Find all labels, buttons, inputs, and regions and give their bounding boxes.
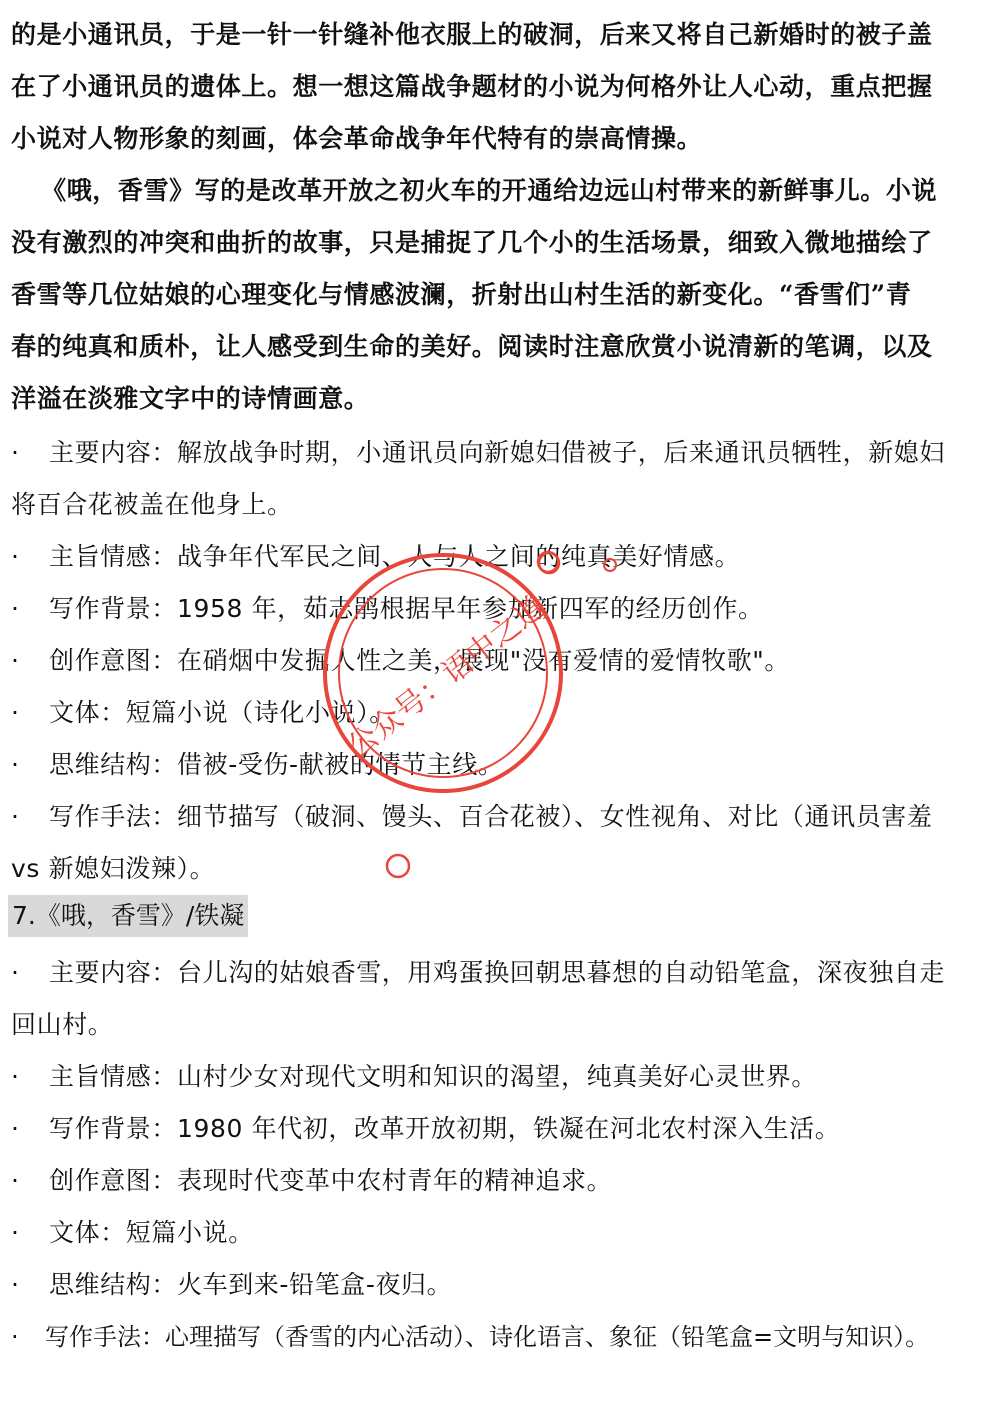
- list-item-continued: 回山村。: [11, 1010, 114, 1039]
- bullet-icon: ·: [11, 802, 20, 831]
- list-item: · 创作意图：表现时代变革中农村青年的精神追求。: [11, 1164, 612, 1198]
- list-item: · 写作背景：1980 年代初，改革开放初期，铁凝在河北农村深入生活。: [11, 1112, 840, 1146]
- bullet-icon: ·: [11, 1270, 20, 1299]
- list-item: · 主要内容：台儿沟的姑娘香雪，用鸡蛋换回朝思暮想的自动铅笔盒，深夜独自走: [11, 956, 945, 990]
- bullet-icon: ·: [11, 958, 20, 987]
- section-heading: 7.《哦，香雪》/铁凝: [8, 895, 248, 937]
- list-item-continued: 将百合花被盖在他身上。: [11, 490, 293, 519]
- intro-line: 洋溢在淡雅文字中的诗情画意。: [11, 384, 370, 413]
- bullet-icon: ·: [11, 1218, 20, 1247]
- list-item: · 主旨情感：山村少女对现代文明和知识的渴望，纯真美好心灵世界。: [11, 1060, 817, 1094]
- list-item: · 主旨情感：战争年代军民之间、人与人之间的纯真美好情感。: [11, 540, 740, 574]
- list-item: · 思维结构：火车到来-铅笔盒-夜归。: [11, 1268, 452, 1302]
- bullet-icon: ·: [11, 438, 20, 467]
- bullet-icon: ·: [11, 646, 20, 675]
- intro-line: 香雪等几位姑娘的心理变化与情感波澜，折射出山村生活的新变化。“香雪们”青: [11, 280, 912, 309]
- intro-line: 小说对人物形象的刻画，体会革命战争年代特有的崇高情操。: [11, 124, 703, 153]
- list-item: · 主要内容：解放战争时期，小通讯员向新媳妇借被子，后来通讯员牺牲，新媳妇: [11, 436, 945, 470]
- list-item: · 写作手法：细节描写（破洞、馒头、百合花被）、女性视角、对比（通讯员害羞: [11, 800, 933, 834]
- stamp-tiny-circle: [600, 555, 624, 579]
- bullet-icon: ·: [11, 1166, 20, 1195]
- bullet-icon: ·: [11, 1062, 20, 1091]
- list-item: · 写作手法：心理描写（香雪的内心活动）、诗化语言、象征（铅笔盒=文明与知识）。: [11, 1320, 929, 1354]
- intro-line: 《哦，香雪》写的是改革开放之初火车的开通给边远山村带来的新鲜事儿。小说: [28, 176, 938, 205]
- list-item: · 写作背景：1958 年，茹志鹃根据早年参加新四军的经历创作。: [11, 592, 764, 626]
- intro-line: 的是小通讯员，于是一针一针缝补他衣服上的破洞，后来又将自己新婚时的被子盖: [11, 20, 933, 49]
- stamp-text: 公众号：语中之道: [341, 589, 552, 766]
- bullet-icon: ·: [11, 750, 20, 779]
- intro-line: 在了小通讯员的遗体上。想一想这篇战争题材的小说为何格外让人心动，重点把握: [11, 72, 933, 101]
- list-item: · 思维结构：借被-受伤-献被的情节主线。: [11, 748, 503, 782]
- list-item: · 文体：短篇小说（诗化小说）。: [11, 696, 395, 730]
- bullet-icon: ·: [11, 1323, 19, 1351]
- stamp-small-circle-upper: [536, 550, 566, 580]
- bullet-icon: ·: [11, 542, 20, 571]
- bullet-icon: ·: [11, 594, 20, 623]
- bullet-icon: ·: [11, 1114, 20, 1143]
- list-item: · 创作意图：在硝烟中发掘人性之美，展现"没有爱情的爱情牧歌"。: [11, 644, 790, 678]
- intro-line: 春的纯真和质朴，让人感受到生命的美好。阅读时注意欣赏小说清新的笔调，以及: [11, 332, 933, 361]
- bullet-icon: ·: [11, 698, 20, 727]
- list-item-continued: vs 新媳妇泼辣）。: [11, 854, 216, 883]
- intro-line: 没有激烈的冲突和曲折的故事，只是捕捉了几个小的生活场景，细致入微地描绘了: [11, 228, 933, 257]
- stamp-small-circle-lower: [384, 852, 414, 882]
- list-item: · 文体：短篇小说。: [11, 1216, 254, 1250]
